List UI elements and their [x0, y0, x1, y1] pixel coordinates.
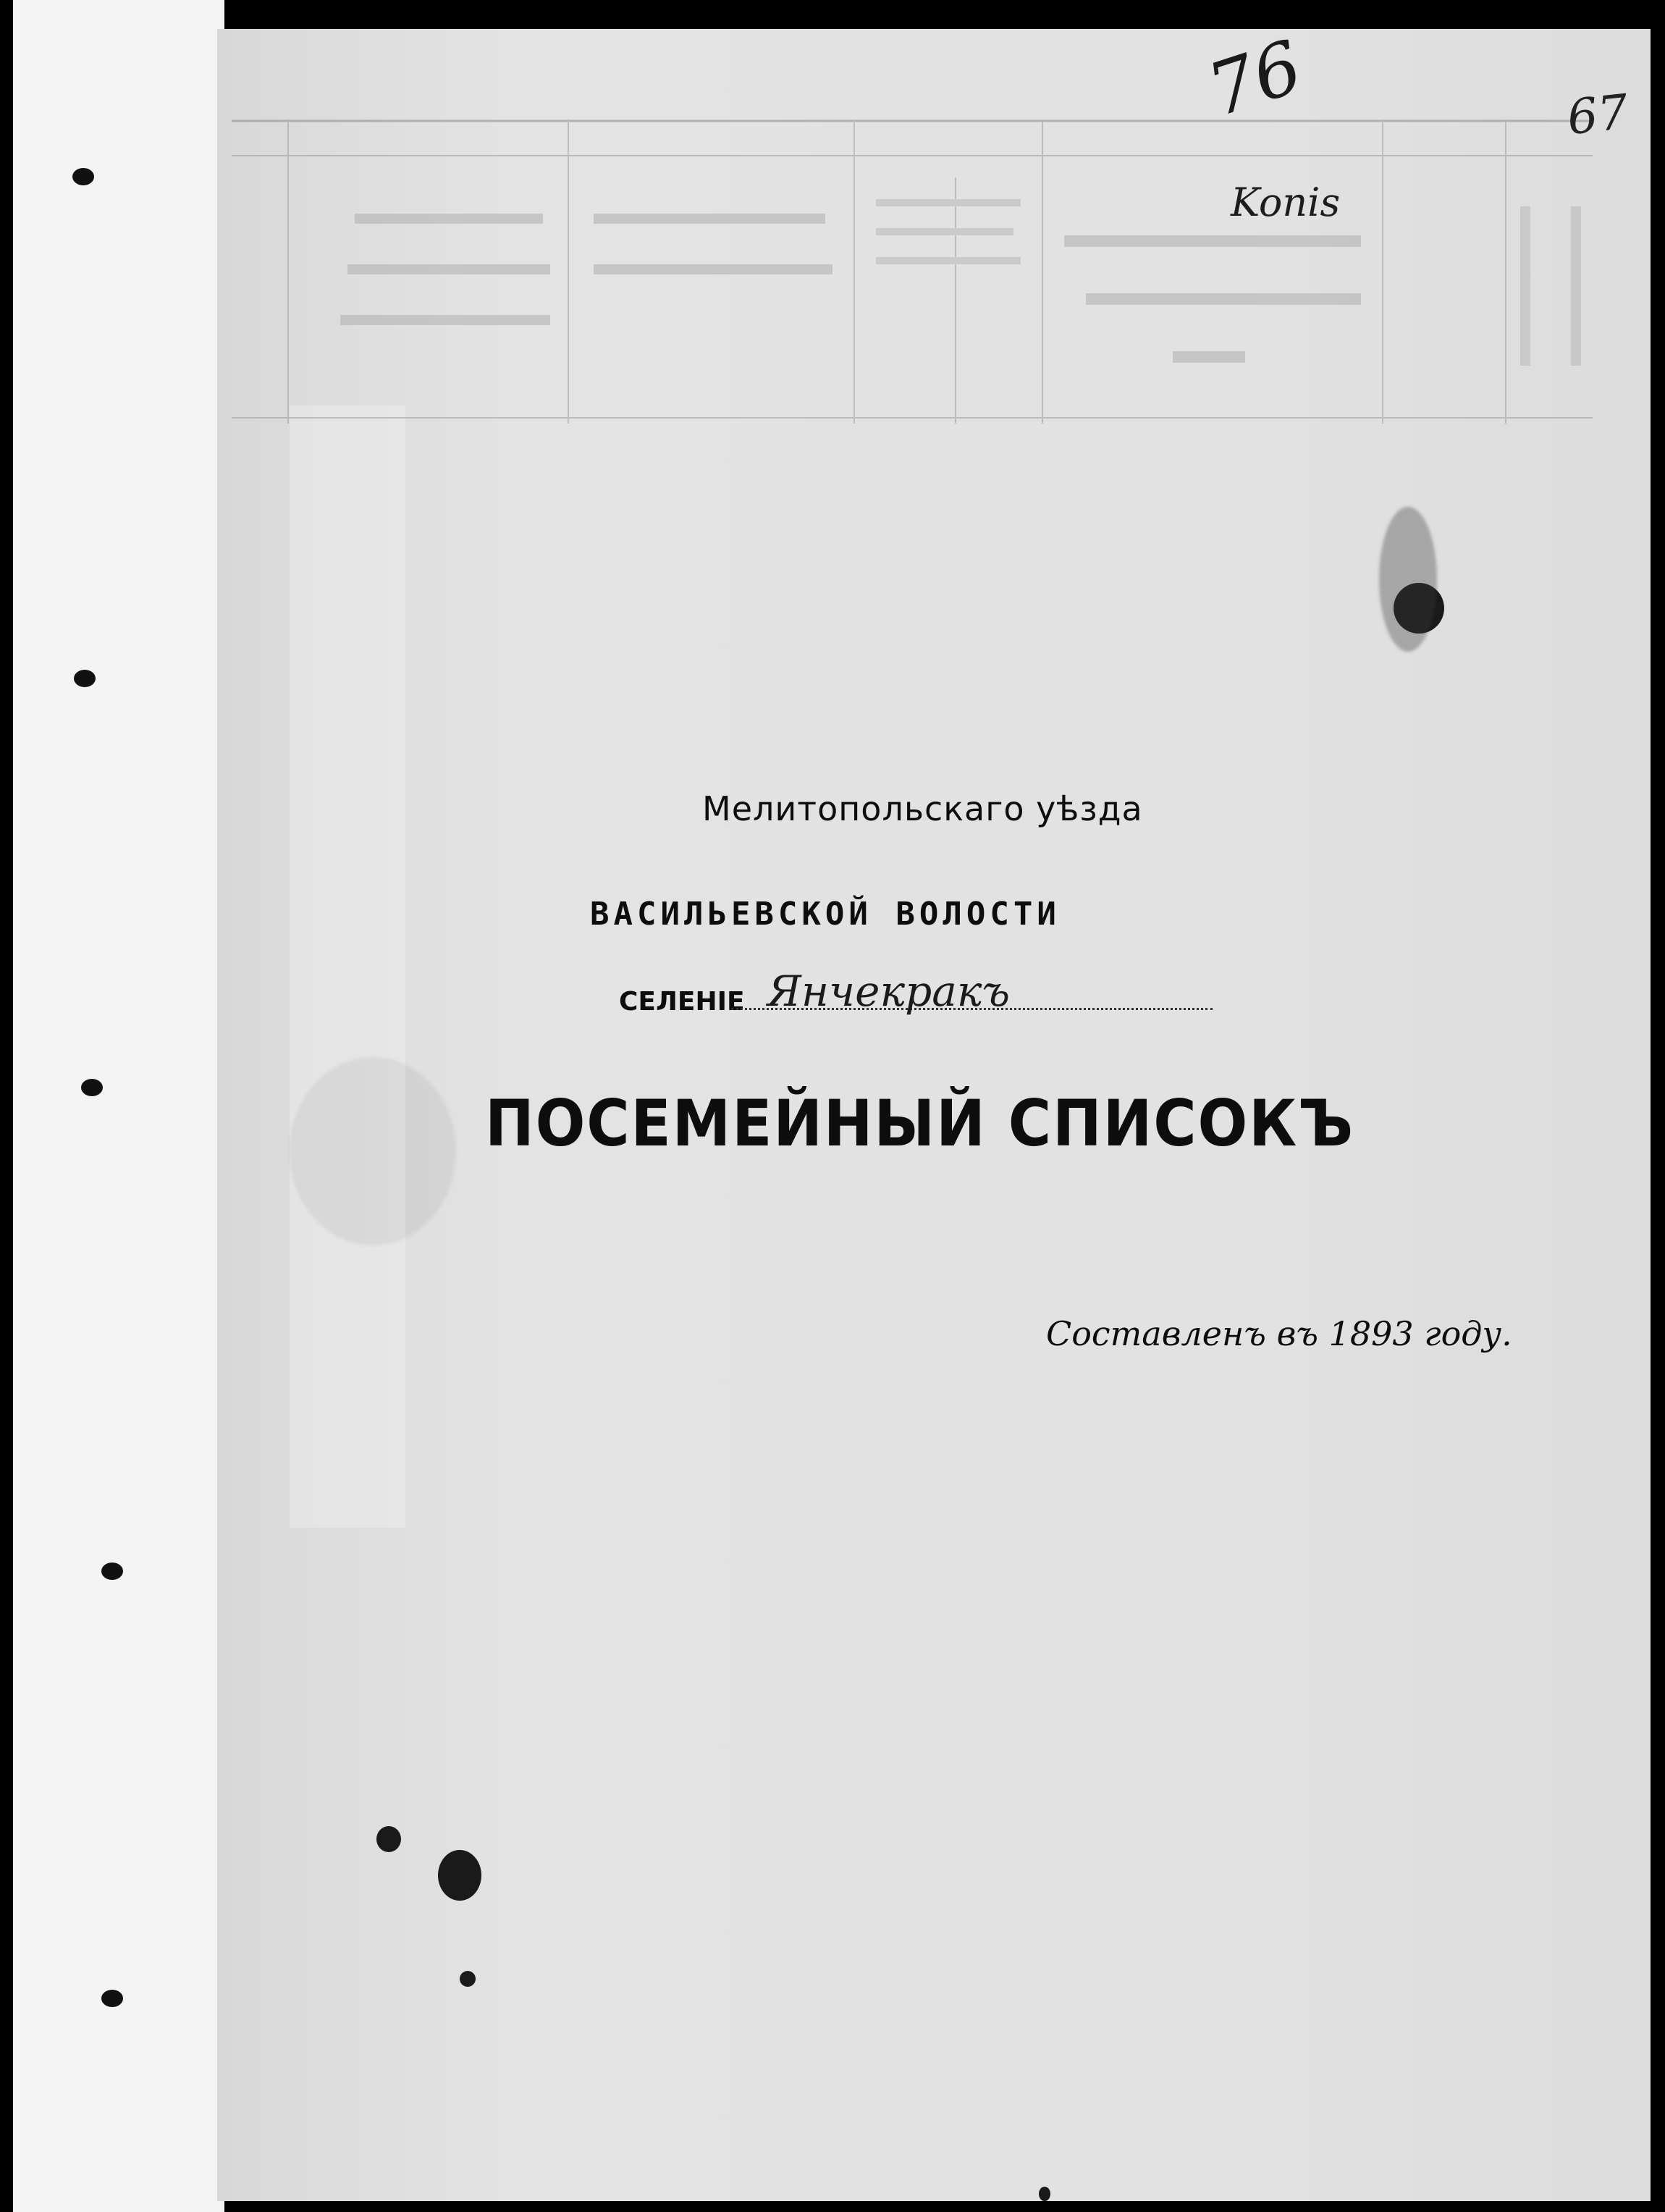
binding-hole [101, 1563, 123, 1580]
binding-hole [72, 168, 94, 185]
compiled-year: 1893 [1328, 1314, 1414, 1353]
compiled-prefix: Составленъ въ [1046, 1314, 1318, 1353]
binding-hole [101, 1990, 123, 2007]
corner-handwritten-note: 76 [1198, 24, 1312, 133]
ink-blot [376, 1826, 401, 1852]
ink-blot [460, 1971, 476, 1987]
document-title: ПОСЕМЕЙНЫЙ СПИСОКЪ [485, 1086, 1355, 1161]
binding-strip [13, 0, 224, 2212]
ink-smudge [290, 1057, 456, 1245]
ink-blot [438, 1850, 481, 1901]
paper-stain [290, 405, 405, 1528]
binding-hole [81, 1079, 103, 1096]
volost-line: ВАСИЛЬЕВСКОЙ ВОЛОСТИ [590, 896, 1061, 933]
ink-smudge [1379, 507, 1437, 652]
compiled-suffix: году. [1424, 1314, 1512, 1353]
compiled-line [1046, 1314, 1512, 1353]
sheet-number: 67 [1564, 83, 1631, 146]
ink-blot [1039, 2187, 1050, 2201]
uezd-line: Мелитопольскаго уѣзда [702, 789, 1143, 828]
binding-hole [74, 670, 96, 687]
bleed-through-table [232, 119, 1593, 424]
selenie-label: СЕЛЕНІЕ [619, 987, 745, 1017]
archive-mark: Konis [1231, 180, 1341, 225]
selenie-name: Янчекракъ [767, 967, 1011, 1016]
